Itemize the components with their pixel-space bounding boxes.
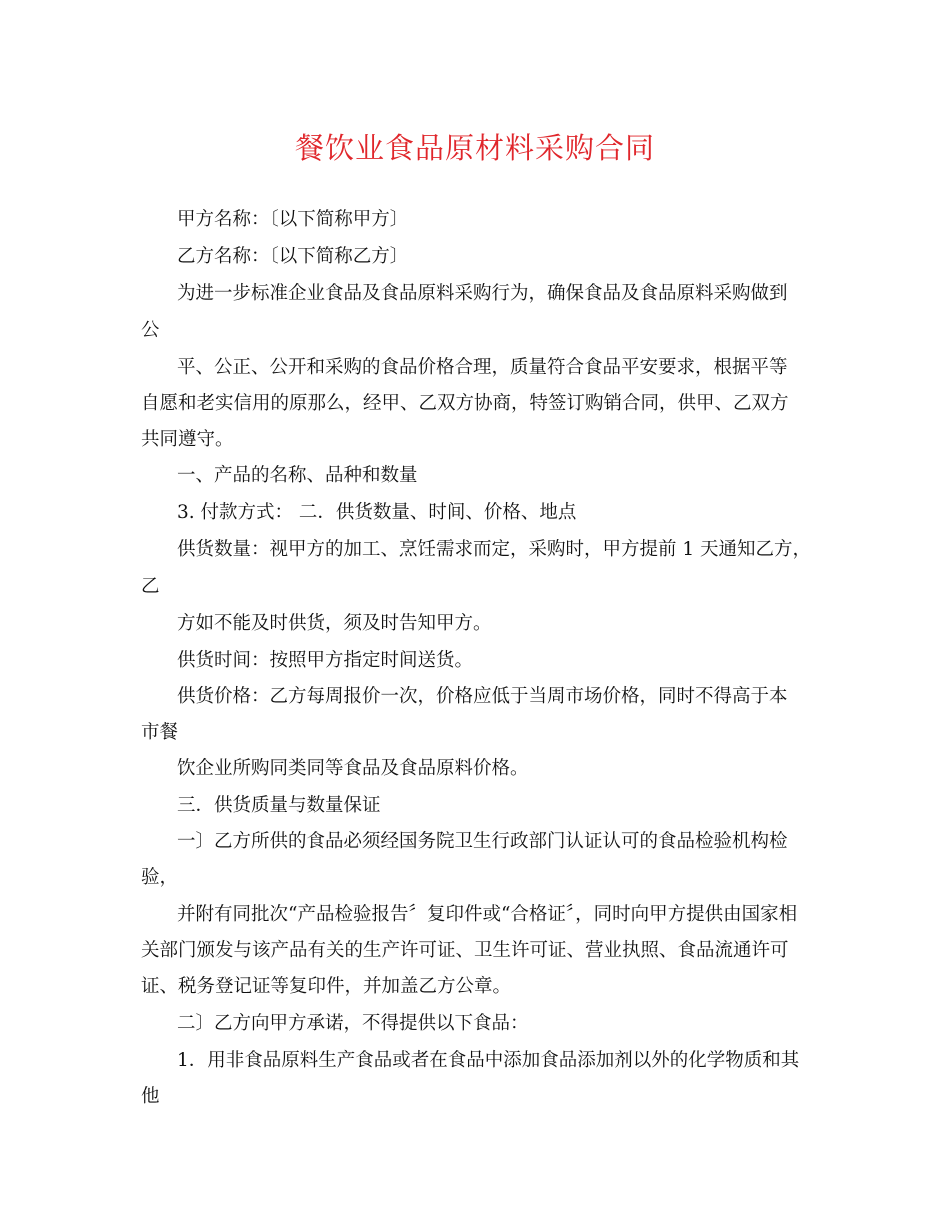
party-a-line: 甲方名称：〔以下简称甲方〕	[177, 209, 409, 230]
paragraph-line: 并附有同批次“产品检验报告〞复印件或“合格证〞，同时向甲方提供由国家相	[177, 904, 798, 925]
document-title: 餐饮业食品原材料采购合同	[294, 131, 655, 165]
party-b-line: 乙方名称：〔以下简称乙方〕	[177, 246, 409, 267]
paragraph-line: 1．用非食品原料生产食品或者在食品中添加食品添加剂以外的化学物质和其	[177, 1050, 800, 1071]
paragraph-line: 为进一步标准企业食品及食品原料采购行为，确保食品及食品原料采购做到	[177, 283, 788, 304]
paragraph-line: 共同遵守。	[141, 429, 234, 450]
paragraph-line: 供货数量：视甲方的加工、烹饪需求而定，采购时，甲方提前 1 天通知乙方，	[177, 539, 812, 560]
paragraph-line: 饮企业所购同类同等食品及食品原料价格。	[177, 758, 529, 779]
paragraph-line: 平、公正、公开和采购的食品价格合理，质量符合食品平安要求，根据平等	[177, 357, 788, 378]
paragraph-line: 一〕乙方所供的食品必须经国务院卫生行政部门认证认可的食品检验机构检	[177, 831, 788, 852]
paragraph-line: 市餐	[141, 722, 179, 743]
paragraph-line: 验，	[141, 867, 179, 888]
paragraph-line: 方如不能及时供货，须及时告知甲方。	[177, 613, 492, 634]
section-heading: 三．供货质量与数量保证	[177, 795, 381, 816]
paragraph-line: 证、税务登记证等复印件，并加盖乙方公章。	[141, 976, 512, 997]
section-heading: 一、产品的名称、品种和数量	[177, 465, 418, 486]
section-heading: 3. 付款方式： 二．供货数量、时间、价格、地点	[177, 502, 577, 523]
paragraph-line: 供货价格：乙方每周报价一次，价格应低于当周市场价格，同时不得高于本	[177, 686, 788, 707]
paragraph-line: 二〕乙方向甲方承诺，不得提供以下食品：	[177, 1013, 529, 1034]
paragraph-line: 关部门颁发与该产品有关的生产许可证、卫生许可证、营业执照、食品流通许可	[141, 940, 789, 961]
paragraph-line: 他	[141, 1086, 160, 1107]
paragraph-line: 供货时间：按照甲方指定时间送货。	[177, 650, 474, 671]
paragraph-line: 乙	[141, 576, 160, 597]
paragraph-line: 自愿和老实信用的原那么，经甲、乙双方协商，特签订购销合同，供甲、乙双方	[141, 393, 789, 414]
paragraph-line: 公	[141, 320, 160, 341]
